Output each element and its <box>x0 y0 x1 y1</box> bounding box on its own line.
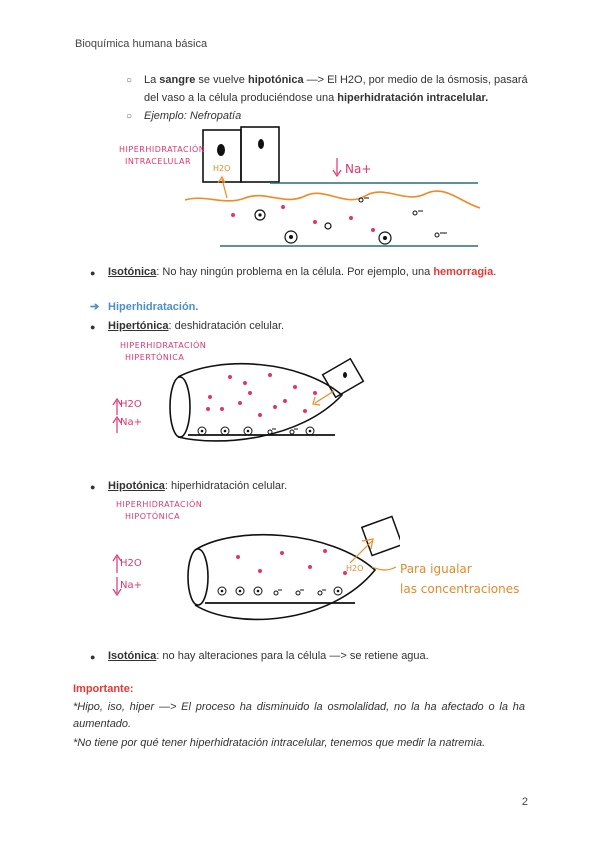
important-note1: *Hipo, iso, hiper —> El proceso ha disminuido la osmolalidad, no la ha afectado o la ha aumentado. <box>73 701 525 730</box>
section-arrow: ➔ <box>90 301 100 313</box>
hypertonic-text: Hipertónica: deshidratación celular. <box>108 320 285 332</box>
diagram1-label-line1: HIPERHIDRATACIÓN <box>119 145 206 154</box>
diagram2-na: Na+ <box>120 417 142 428</box>
important-note2: *No tiene por qué tener hiperhidratación intracelular, tenemos que medir la natremia. <box>73 737 486 749</box>
bullet: ● <box>90 482 96 492</box>
hypotonic-blood-line1: La sangre se vuelve hipotónica —> El H2O, por medio de la ósmosis, pasará <box>144 74 528 86</box>
isotonic1-text: Isotónica: No hay ningún problema en la célula. Por ejemplo, una hemorragia. <box>108 266 497 278</box>
diagram3-note-line2: las concentraciones <box>400 582 520 596</box>
diagram1-h2o: H2O <box>213 164 231 173</box>
isotonic2-text: Isotónica: no hay alteraciones para la célula —> se retiene agua. <box>108 650 429 662</box>
hypotonic-blood-line2: del vaso a la célula produciéndose una hiperhidratación intracelular. <box>144 92 489 104</box>
diagram2-label-line1: HIPERHIDRATACIÓN <box>120 341 207 350</box>
diagram3-h2o: H2O <box>120 558 142 569</box>
page-number: 2 <box>521 796 528 808</box>
bullet: ● <box>90 268 96 278</box>
diagram3-na: Na+ <box>120 580 142 591</box>
diagram3-label-line1: HIPERHIDRATACIÓN <box>116 500 203 509</box>
page-header: Bioquímica humana básica <box>75 38 208 50</box>
diagram2-label-line2: HIPERTÓNICA <box>125 353 185 362</box>
section-title: Hiperhidratación. <box>108 301 199 313</box>
diagram-vessel <box>115 122 495 257</box>
diagram1-label-line2: INTRACELULAR <box>125 157 192 166</box>
diagram3-label-line2: HIPOTÓNICA <box>125 512 181 521</box>
diagram2-h2o: H2O <box>120 399 142 410</box>
diagram1-na: Na+ <box>345 162 372 176</box>
circle-bullet: ○ <box>126 111 133 122</box>
hypotonic-text: Hipotónica: hiperhidratación celular. <box>108 480 288 492</box>
diagram-hypotonic-cell <box>110 505 400 645</box>
example-text: Ejemplo: Nefropatía <box>144 110 242 122</box>
circle-bullet: ○ <box>126 75 133 86</box>
diagram3-note-line1: Para igualar <box>400 562 472 576</box>
bullet: ● <box>90 652 96 662</box>
bullet: ● <box>90 322 96 332</box>
important-title: Importante: <box>73 683 134 695</box>
diagram3-h2o-arrow-label: H2O <box>346 564 364 573</box>
